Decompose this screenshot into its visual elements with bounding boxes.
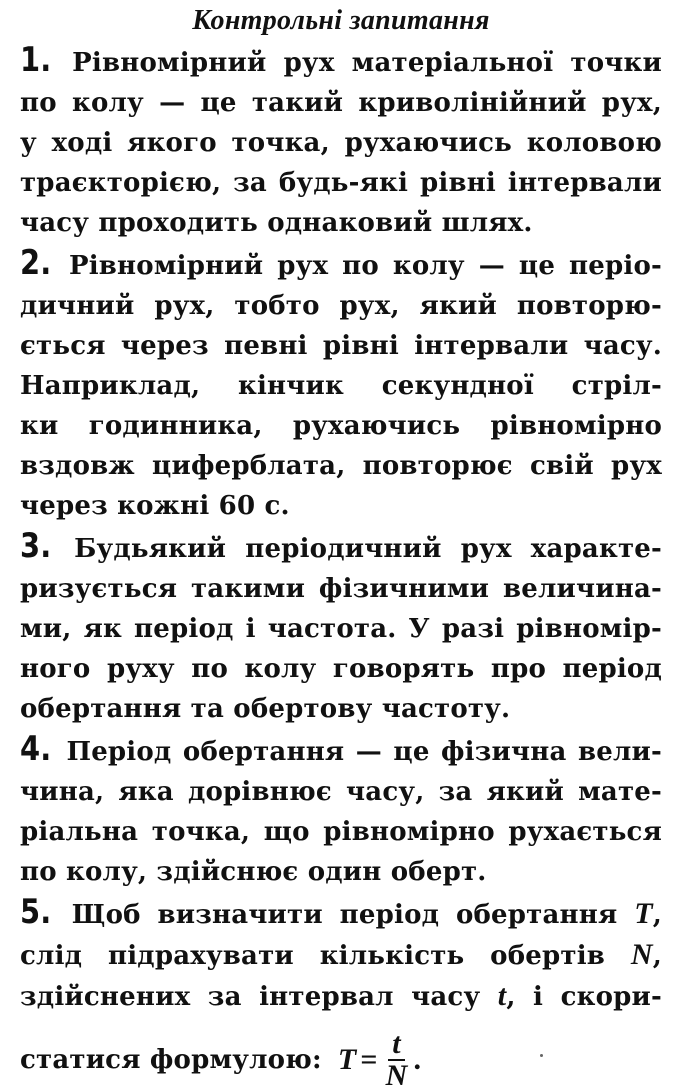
- line-text: через кожні 60 с.: [20, 491, 290, 521]
- item-1-line-4: [20, 163, 662, 203]
- item-1-line-1: [20, 40, 662, 83]
- item-1-line-3: [20, 123, 662, 163]
- item-2-line-6: [20, 446, 662, 486]
- item-2-line-3: [20, 326, 662, 366]
- line-text: ки годинника, рухаючись рівномірно: [20, 411, 662, 441]
- list-item-4: [20, 729, 662, 892]
- line-text: Період обертання — це фізична вели-: [66, 737, 662, 767]
- period-formula: [338, 1029, 421, 1091]
- line-text: Рівномірний рух по колу — це періо-: [68, 251, 662, 281]
- formula-lhs: T: [337, 1043, 357, 1076]
- item-2-line-7: [20, 486, 662, 526]
- line-text: ризується такими фізичними величина-: [20, 574, 662, 604]
- variable-N: N: [630, 938, 653, 971]
- formula-line: [20, 1029, 662, 1091]
- item-3-line-4: [20, 649, 662, 689]
- item-number: 2.: [20, 243, 52, 283]
- item-4-line-1: [20, 729, 662, 772]
- section-title: Контрольні запитання: [192, 5, 490, 36]
- line-text: ється через певні рівні інтервали часу.: [20, 331, 662, 361]
- text: ,: [652, 900, 662, 930]
- item-2-line-5: [20, 406, 662, 446]
- line-text: вздовж циферблата, повторює свій рух: [20, 451, 662, 481]
- item-5-line-3: [20, 976, 662, 1017]
- line-text: Будьякий періодичний рух характе-: [74, 534, 662, 564]
- line-text: обертання та обертову частоту.: [20, 694, 511, 724]
- line-text: у ході якого точка, рухаючись коловою: [20, 128, 662, 158]
- formula-prefix: статися формулою:: [20, 1045, 322, 1075]
- variable-t: t: [497, 979, 507, 1012]
- list-item-2: [20, 243, 662, 526]
- line-text: ного руху по колу говорять про період: [20, 654, 662, 684]
- list-item-3: [20, 526, 662, 729]
- line-text: Рівномірний рух матеріальної точки: [72, 48, 662, 78]
- scan-speck: [540, 1054, 543, 1057]
- line-text: ми, як період і частота. У разі рівномір-: [20, 614, 662, 644]
- fraction-numerator: t: [388, 1029, 405, 1061]
- list-item-5: [20, 892, 662, 1091]
- text: слід підрахувати кількість обертів: [20, 941, 631, 971]
- line-text: дичний рух, тобто рух, який повторю-: [20, 291, 662, 321]
- item-number: 4.: [20, 729, 52, 769]
- item-3-line-2: [20, 569, 662, 609]
- item-1-line-2: [20, 83, 662, 123]
- item-1-line-5: [20, 203, 662, 243]
- item-number: 3.: [20, 526, 52, 566]
- line-text: по колу, здійснює один оберт.: [20, 857, 487, 887]
- item-4-line-3: [20, 812, 662, 852]
- item-3-line-1: [20, 526, 662, 569]
- item-2-line-2: [20, 286, 662, 326]
- line-text: Наприклад, кінчик секундної стріл-: [20, 371, 662, 401]
- line-text: по колу — це такий криволінійний рух,: [20, 88, 662, 118]
- line-text: траєкторією, за будь-які рівні інтервали: [20, 168, 662, 198]
- item-5-line-1: [20, 892, 662, 935]
- formula-fraction: [382, 1029, 412, 1091]
- item-5-line-2: [20, 935, 662, 976]
- question-list: [20, 40, 662, 892]
- line-text: ріальна точка, що рівномірно рухається: [20, 817, 662, 847]
- item-number: 1.: [20, 40, 52, 80]
- item-3-line-3: [20, 609, 662, 649]
- text: здійснених за інтервал часу: [20, 982, 498, 1012]
- variable-T: T: [634, 897, 653, 930]
- item-2-line-1: [20, 243, 662, 286]
- item-2-line-4: [20, 366, 662, 406]
- line-text: чина, яка дорівнює часу, за який мате-: [20, 777, 662, 807]
- text: ,: [652, 941, 662, 971]
- text: Щоб визначити період обертання: [71, 900, 635, 930]
- line-text: часу проходить однаковий шлях.: [20, 208, 533, 238]
- list-item-1: [20, 40, 662, 243]
- item-3-line-5: [20, 689, 662, 729]
- formula-equals: =: [360, 1043, 378, 1076]
- formula-end: .: [413, 1043, 422, 1076]
- item-4-line-2: [20, 772, 662, 812]
- item-number: 5.: [20, 892, 52, 932]
- fraction-denominator: N: [385, 1059, 408, 1092]
- item-4-line-4: [20, 852, 662, 892]
- text: , і скори-: [506, 982, 662, 1012]
